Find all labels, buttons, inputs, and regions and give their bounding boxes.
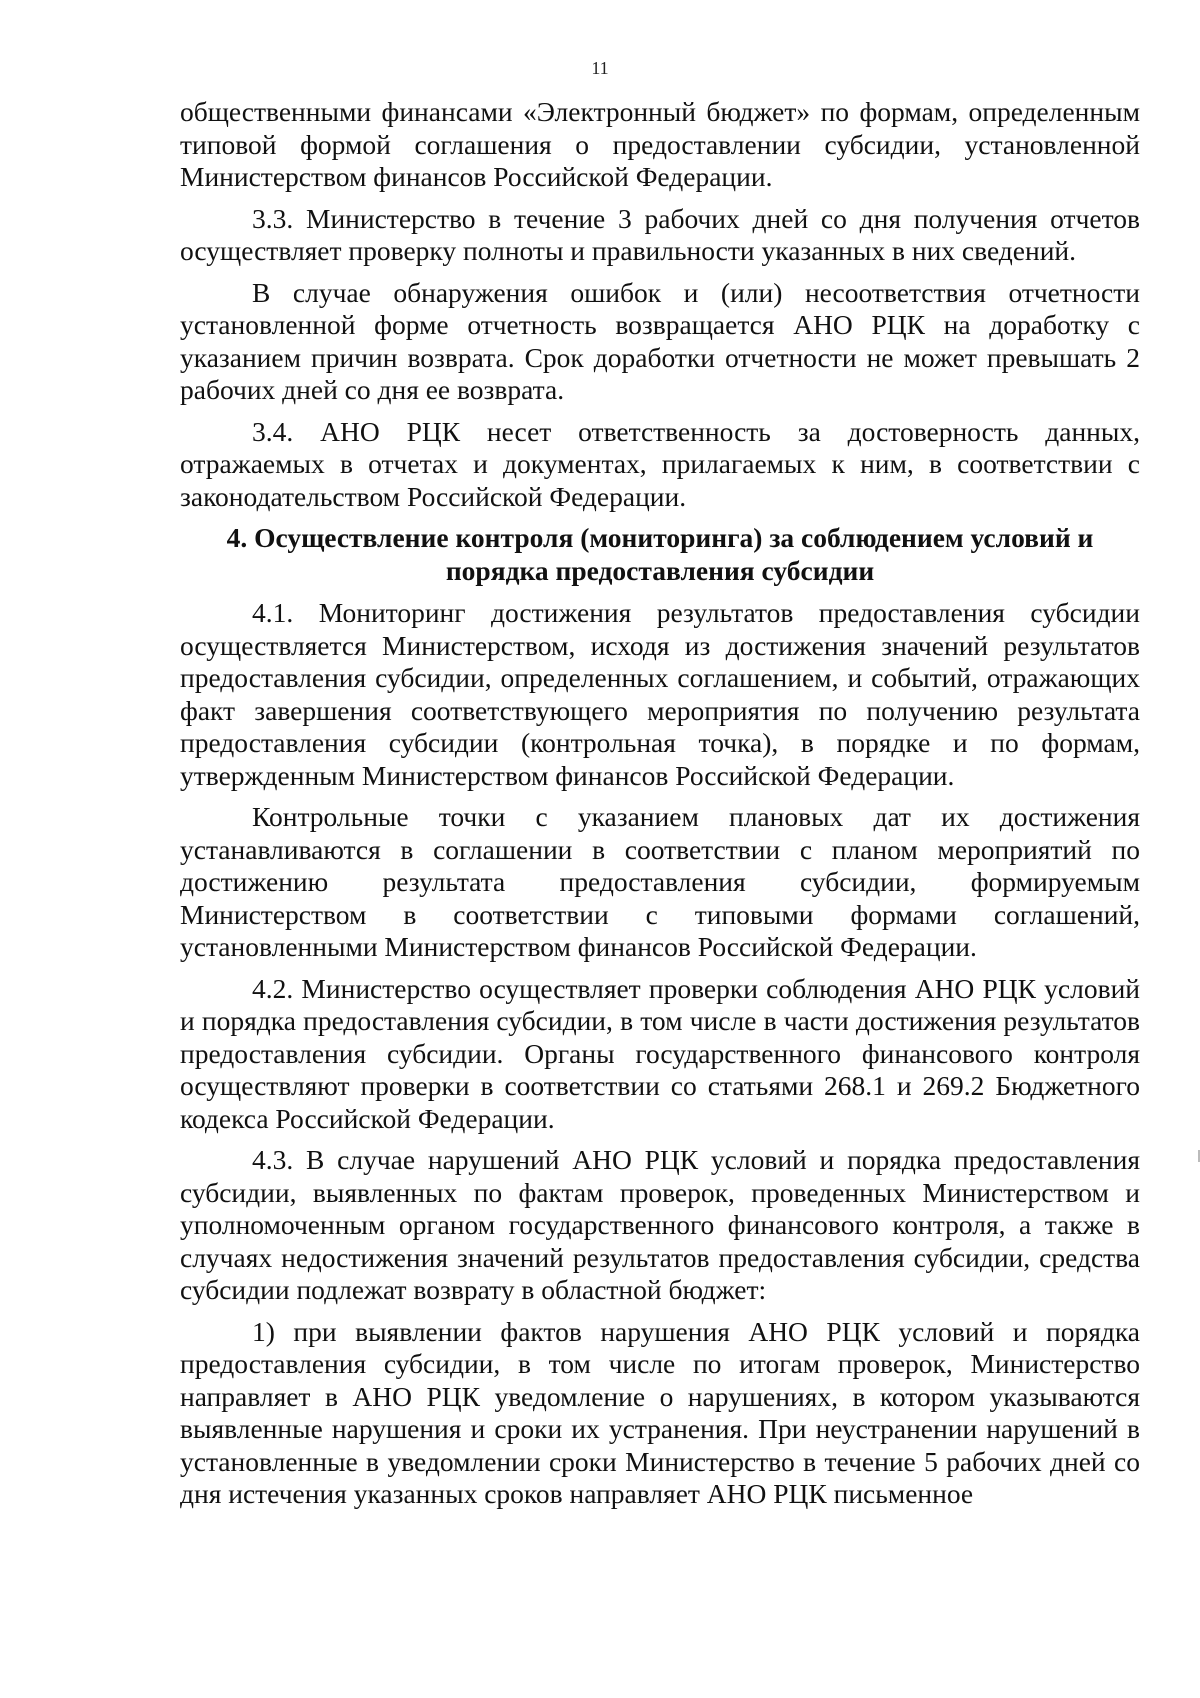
paragraph-3-3: 3.3. Министерство в течение 3 рабочих дней со дня получения отчетов осуществляет проверку полноты и правильности указанных в них сведений. — [180, 202, 1140, 266]
paragraph-control-points: Контрольные точки с указанием плановых дат их достижения устанавливаются в соглашении в соответствии с планом мероприятий по достижению результата предоставления субсидии, формируемым Министерством в соответствии с типовыми формами соглашений, установленными Министерством финансов Российской Федерации. — [180, 801, 1140, 962]
document-body — [180, 96, 1140, 1520]
paragraph-4-3: 4.3. В случае нарушений АНО РЦК условий и порядка предоставления субсидии, выявленных по фактам проверок, проведенных Министерством и уполномоченным органом государственного финансового контроля, а также в случаях недостижения значений результатов предоставления субсидии, средства субсидии подлежат возврату в областной бюджет: — [180, 1144, 1140, 1305]
paragraph-3-4: 3.4. АНО РЦК несет ответственность за достоверность данных, отражаемых в отчетах и документах, прилагаемых к ним, в соответствии с законодательством Российской Федерации. — [180, 415, 1140, 512]
paragraph-item-1: 1) при выявлении фактов нарушения АНО РЦК условий и порядка предоставления субсидии, в том числе по итогам проверок, Министерство направляет в АНО РЦК уведомление о нарушениях, в котором указываются выявленные нарушения и сроки их устранения. При неустранении нарушений в установленные в уведомлении сроки Министерство в течение 5 рабочих дней со дня истечения указанных сроков направляет АНО РЦК письменное — [180, 1315, 1140, 1509]
paragraph-4-2: 4.2. Министерство осуществляет проверки соблюдения АНО РЦК условий и порядка предоставления субсидии, в том числе в части достижения результатов предоставления субсидии. Органы государственного финансового контроля осуществляют проверки в соответствии со статьями 268.1 и 269.2 Бюджетного кодекса Российской Федерации. — [180, 972, 1140, 1134]
paragraph-continuation: общественными финансами «Электронный бюджет» по формам, определенным типовой формой соглашения о предоставлении субсидии, установленной Министерством финансов Российской Федерации. — [180, 96, 1140, 192]
paragraph-4-1: 4.1. Мониторинг достижения результатов предоставления субсидии осуществляется Министерством, исходя из достижения значений результатов предоставления субсидии, определенных соглашением, и событий, отражающих факт завершения соответствующего мероприятия по получению результата предоставления субсидии (контрольная точка), в порядке и по формам, утвержденным Министерством финансов Российской Федерации. — [180, 597, 1140, 791]
page-number: 11 — [591, 58, 609, 78]
paragraph-errors-return: В случае обнаружения ошибок и (или) несоответствия отчетности установленной форме отчетность возвращается АНО РЦК на доработку с указанием причин возврата. Срок доработки отчетности не может превышать 2 рабочих дней со дня ее возврата. — [180, 276, 1140, 405]
section-heading-4: 4. Осуществление контроля (мониторинга) за соблюдением условий и порядка предоставления субсидии — [226, 522, 1094, 586]
